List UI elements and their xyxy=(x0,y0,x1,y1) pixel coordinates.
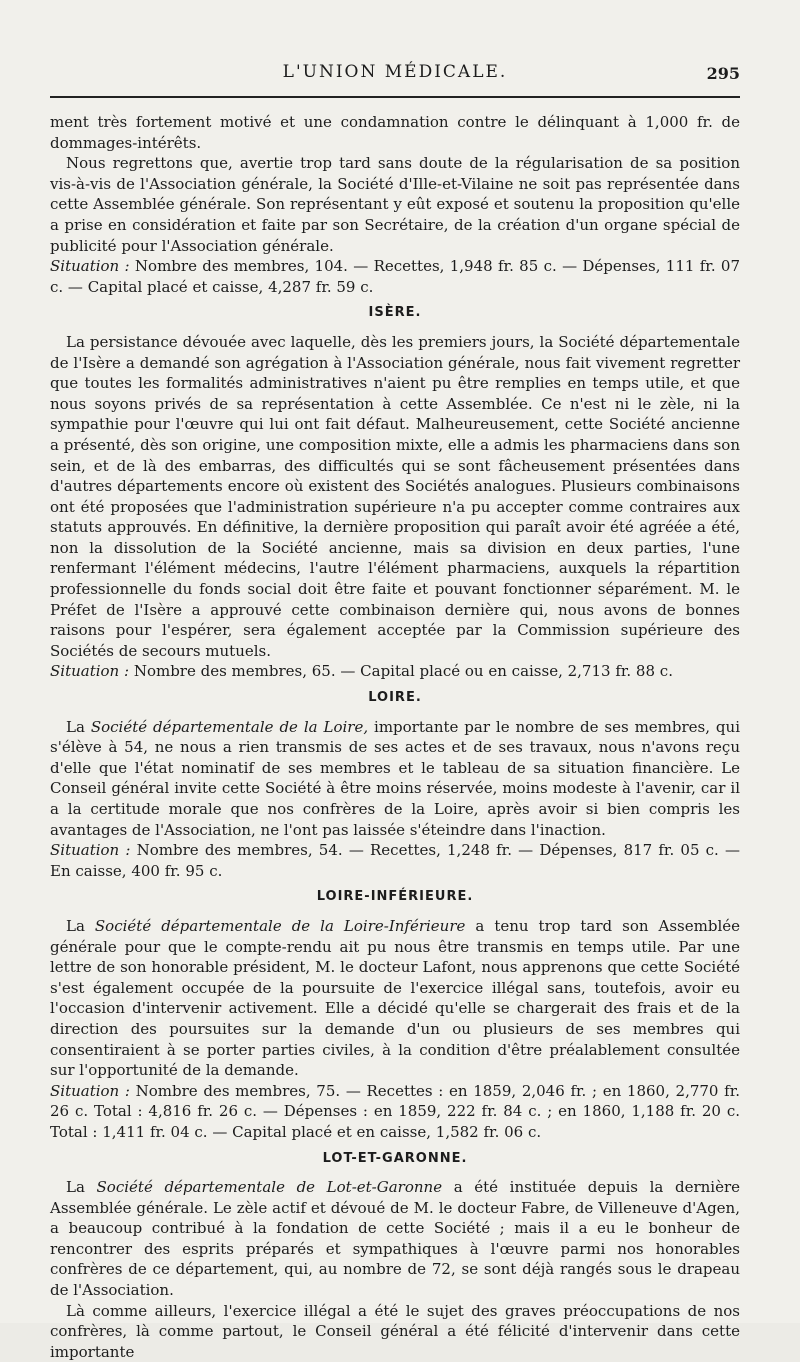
society-name: Société départementale de Lot-et-Garonne xyxy=(96,1178,443,1197)
paragraph: Là comme ailleurs, l'exercice illégal a été le sujet des graves préoccupations de nos confrères, là comme partout, le Conseil général a été félicité d'intervenir dans cette importante xyxy=(50,1301,740,1361)
paragraph xyxy=(50,916,740,1081)
paragraph: Nous regrettons que, avertie trop tard sans doute de la régularisation de sa position vis-à-vis de l'Association générale, la Société d'Ille-et-Vilaine ne soit pas représentée dans cette Assemblée générale. Son représentant y eût exposé et soutenu la proposition qu'elle a prise en considération et faite par son Secrétaire, de la création d'un organe spécial de publicité pour l'Association générale. xyxy=(50,154,740,255)
text-run: La xyxy=(66,916,95,935)
text-run: a tenu trop tard son Assemblée générale pour que le compte-rendu ait pu nous être transmis en temps utile. Par une lettre de son honorable président, M. le docteur Lafont, nous apprenons que cette Société s'est également occupée de la poursuite de l'exercice illégal sans, toutefois, avoir eu l'occasion d'intervenir activement. Elle a décidé qu'elle se chargerait des frais et de la direction des poursuites sur la demande d'un ou plusieurs de ses membres qui consentiraient à se porter parties civiles, à la condition d'être préalablement consultée sur l'opportunité de la demande. xyxy=(50,916,740,1080)
section-title-loire: LOIRE. xyxy=(368,690,422,706)
body-text xyxy=(50,112,740,1362)
situation-line xyxy=(50,661,740,682)
section-title-lot-et-garonne: LOT-ET-GARONNE. xyxy=(322,1150,468,1166)
situation-label: Situation : xyxy=(50,841,131,860)
text-run: a été instituée depuis la dernière Assemblée générale. Le zèle actif et dévoué de M. le docteur Fabre, de Villeneuve d'Agen, a beaucoup contribué à la fondation de cette Société ; mais il a eu le bonheur de rencontrer des esprits préparés et sympathiques à l'œuvre parmi nos honorables confrères de ce département, qui, au nombre de 72, se sont déjà rangés sous le drapeau de l'Association. xyxy=(50,1178,740,1300)
situation-text: Nombre des membres, 54. — Recettes, 1,248 fr. — Dépenses, 817 fr. 05 c. — En caisse, 400 fr. 95 c. xyxy=(50,841,740,880)
text-run: importante par le nombre de ses membres, qui s'élève à 54, ne nous a rien transmis de ses actes et de ses travaux, nous n'avons reçu d'elle que l'état nominatif de ses membres et le tableau de sa situation financière. Le Conseil général invite cette Société à être moins réservée, moins modeste à l'avenir, car il a la certitude morale que nos confrères de la Loire, après avoir si bien compris les avantages de l'Association, ne l'ont pas laissée s'éteindre dans l'inaction. xyxy=(50,717,740,839)
page-number: 295 xyxy=(706,64,740,83)
paragraph xyxy=(50,1177,740,1301)
paragraph: La persistance dévouée avec laquelle, dès les premiers jours, la Société départementale de l'Isère a demandé son agrégation à l'Association générale, nous fait vivement regretter que toutes les formalités administratives n'aient pu être remplies en temps utile, et que nous soyons privés de sa représentation à cette Assemblée. Ce n'est ni le zèle, ni la sympathie pour l'œuvre qui lui ont fait défaut. Malheureusement, cette Société ancienne a présenté, dès son origine, une composition mixte, elle a admis les pharmaciens dans son sein, et de là des embarras, des difficultés qui se sont fâcheusement présentées dans d'autres départements encore où existent des Sociétés analogues. Plusieurs combinaisons ont été proposées que l'administration supérieure n'a pu accepter comme contraires aux statuts approuvés. En définitive, la dernière proposition qui paraît avoir été agréée a été, non la dissolution de la Société ancienne, mais sa division en deux parties, l'une renfermant l'élément médecins, l'autre l'élément pharmaciens, auxquels la répartition professionnelle du fonds social doit être faite et pouvant fonctionner séparément. M. le Préfet de l'Isère a approuvé cette combinaison dernière qui, nous avons de bonnes raisons pour l'espérer, sera également acceptée par la Commission supérieure des Sociétés de secours mutuels. xyxy=(50,332,740,660)
section-title-isere: ISÈRE. xyxy=(368,305,422,321)
situation-text: Nombre des membres, 104. — Recettes, 1,948 fr. 85 c. — Dépenses, 111 fr. 07 c. — Capital placé et caisse, 4,287 fr. 59 c. xyxy=(50,257,740,296)
section-title-loire-inferieure: LOIRE-INFÉRIEURE. xyxy=(316,889,474,905)
society-name: Société départementale de la Loire, xyxy=(90,717,369,736)
paragraph xyxy=(50,717,740,841)
situation-label: Situation : xyxy=(50,1081,130,1100)
situation-label: Situation : xyxy=(50,662,130,681)
text-run: La xyxy=(66,717,91,736)
page-header xyxy=(50,62,740,92)
situation-label: Situation : xyxy=(50,257,130,276)
situation-text: Nombre des membres, 65. — Capital placé ou en caisse, 2,713 fr. 88 c. xyxy=(129,662,673,681)
situation-line xyxy=(50,840,740,881)
situation-line xyxy=(50,1081,740,1143)
text-run: La xyxy=(66,1178,97,1197)
paragraph: ment très fortement motivé et une condamnation contre le délinquant à 1,000 fr. de dommages-intérêts. xyxy=(50,113,740,152)
header-rule xyxy=(50,96,740,98)
running-head: L'UNION MÉDICALE. xyxy=(282,62,508,82)
situation-line xyxy=(50,256,740,297)
situation-text: Nombre des membres, 75. — Recettes : en 1859, 2,046 fr. ; en 1860, 2,770 fr. 26 c. Total : 4,816 fr. 26 c. — Dépenses : en 1859, 222 fr. 84 c. ; en 1860, 1,188 fr. 20 c. Total : 1,411 fr. 04 c. — Capital placé et en caisse, 1,582 fr. 06 c. xyxy=(50,1081,740,1141)
society-name: Société départementale de la Loire-Inférieure xyxy=(94,916,466,935)
